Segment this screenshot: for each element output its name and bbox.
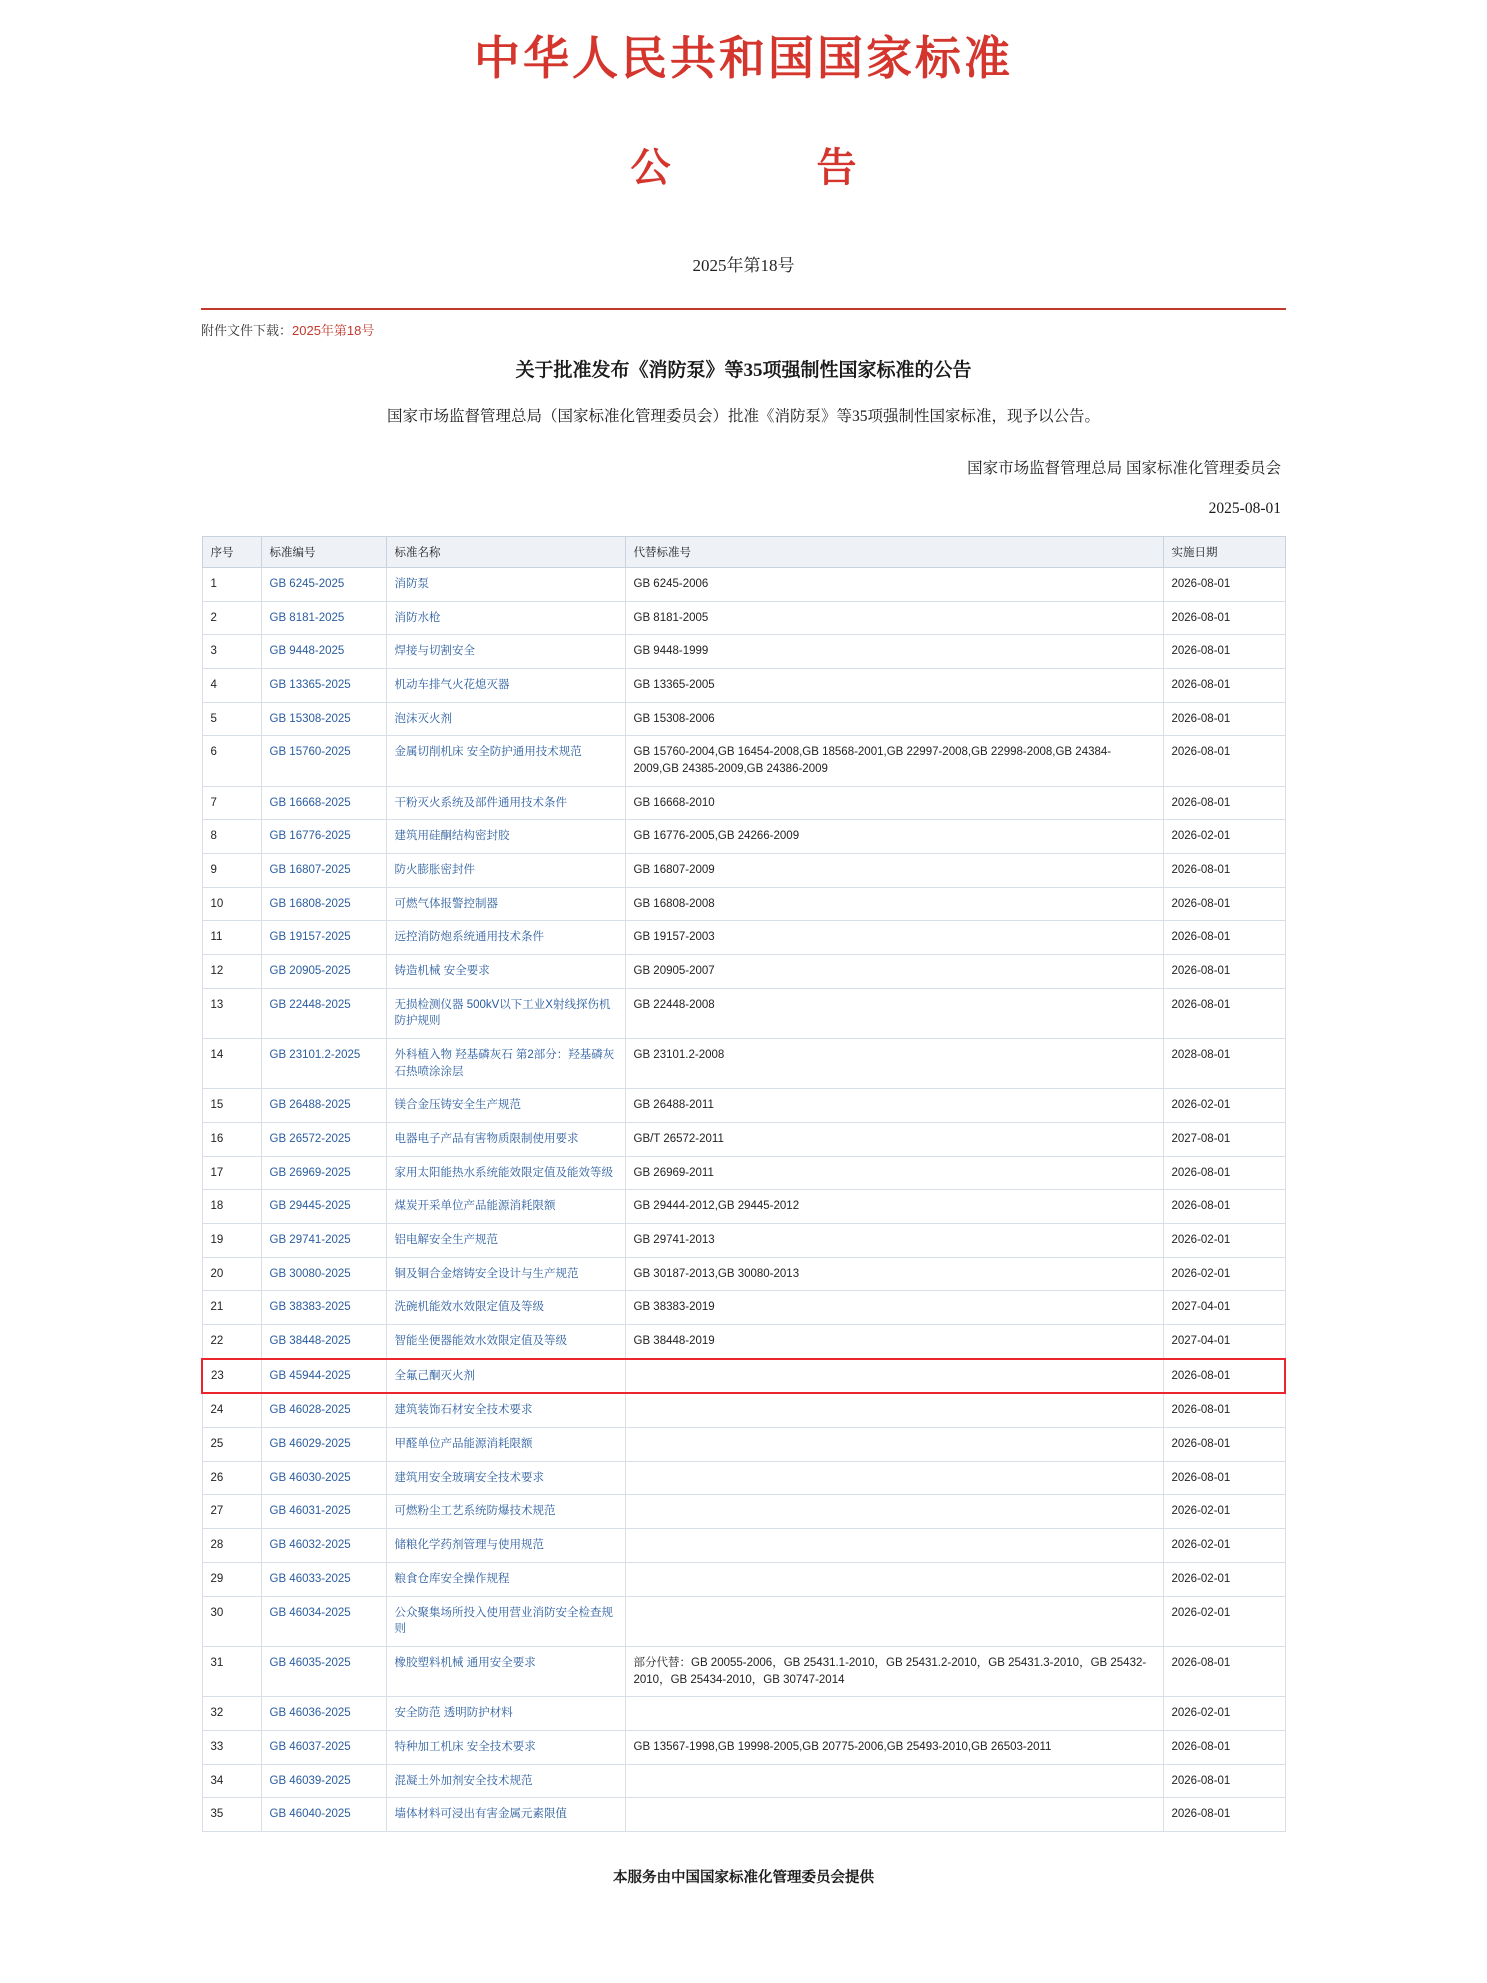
cell-replaced-code: GB 13567-1998,GB 19998-2005,GB 20775-2006,GB 25493-2010,GB 26503-2011 (625, 1730, 1163, 1764)
cell-standard-code[interactable]: GB 30080-2025 (261, 1257, 386, 1291)
cell-index: 5 (202, 702, 261, 736)
cell-standard-name[interactable]: 干粉灭火系统及部件通用技术条件 (386, 786, 625, 820)
cell-standard-name[interactable]: 外科植入物 羟基磷灰石 第2部分：羟基磷灰石热喷涂涂层 (386, 1039, 625, 1089)
cell-standard-code[interactable]: GB 46030-2025 (261, 1461, 386, 1495)
cell-effective-date: 2026-02-01 (1163, 1562, 1285, 1596)
table-row (202, 988, 1285, 1038)
cell-replaced-code: GB 23101.2-2008 (625, 1039, 1163, 1089)
cell-effective-date: 2026-08-01 (1163, 702, 1285, 736)
attachment-download-link[interactable]: 2025年第18号 (292, 323, 375, 338)
cell-standard-code[interactable]: GB 46033-2025 (261, 1562, 386, 1596)
notice-date: 2025-08-01 (1208, 500, 1281, 517)
table-row (202, 669, 1285, 703)
cell-standard-name[interactable]: 智能坐便器能效水效限定值及等级 (386, 1325, 625, 1359)
cell-effective-date: 2027-08-01 (1163, 1123, 1285, 1157)
cell-standard-name[interactable]: 可燃气体报警控制器 (386, 887, 625, 921)
cell-standard-code[interactable]: GB 29445-2025 (261, 1190, 386, 1224)
issue-number: 2025年第18号 (692, 256, 795, 275)
cell-index: 16 (202, 1123, 261, 1157)
cell-effective-date: 2026-08-01 (1163, 786, 1285, 820)
cell-effective-date: 2026-08-01 (1163, 1190, 1285, 1224)
cell-index: 35 (202, 1798, 261, 1832)
table-row (202, 1325, 1285, 1359)
table-row (202, 702, 1285, 736)
table-row (202, 1646, 1285, 1696)
cell-index: 29 (202, 1562, 261, 1596)
cell-standard-code[interactable]: GB 26969-2025 (261, 1156, 386, 1190)
cell-index: 14 (202, 1039, 261, 1089)
cell-replaced-code: GB 22448-2008 (625, 988, 1163, 1038)
cell-standard-code[interactable]: GB 16668-2025 (261, 786, 386, 820)
cell-replaced-code (625, 1495, 1163, 1529)
cell-index: 19 (202, 1224, 261, 1258)
cell-standard-code[interactable]: GB 38383-2025 (261, 1291, 386, 1325)
cell-standard-name[interactable]: 远控消防炮系统通用技术条件 (386, 921, 625, 955)
table-row (202, 1359, 1285, 1394)
cell-index: 1 (202, 568, 261, 602)
cell-index: 21 (202, 1291, 261, 1325)
cell-index: 23 (202, 1359, 261, 1394)
cell-replaced-code (625, 1359, 1163, 1394)
notice-signature: 国家市场监督管理总局 国家标准化管理委员会 (967, 460, 1281, 477)
cell-effective-date: 2026-02-01 (1163, 1697, 1285, 1731)
table-row (202, 1123, 1285, 1157)
cell-replaced-code (625, 1393, 1163, 1427)
cell-replaced-code: GB 6245-2006 (625, 568, 1163, 602)
cell-effective-date: 2026-08-01 (1163, 568, 1285, 602)
cell-standard-name[interactable]: 铝电解安全生产规范 (386, 1224, 625, 1258)
cell-replaced-code: GB 16807-2009 (625, 854, 1163, 888)
column-header-code: 标准编号 (261, 537, 386, 568)
cell-standard-name[interactable]: 全氟己酮灭火剂 (386, 1359, 625, 1394)
cell-replaced-code: GB 16808-2008 (625, 887, 1163, 921)
cell-standard-name[interactable]: 铸造机械 安全要求 (386, 955, 625, 989)
cell-standard-code[interactable]: GB 38448-2025 (261, 1325, 386, 1359)
cell-standard-code[interactable]: GB 29741-2025 (261, 1224, 386, 1258)
cell-index: 3 (202, 635, 261, 669)
cell-effective-date: 2026-02-01 (1163, 820, 1285, 854)
cell-index: 7 (202, 786, 261, 820)
cell-replaced-code: GB 30187-2013,GB 30080-2013 (625, 1257, 1163, 1291)
cell-standard-name[interactable]: 无损检测仪器 500kV以下工业X射线探伤机防护规则 (386, 988, 625, 1038)
column-header-name: 标准名称 (386, 537, 625, 568)
cell-standard-name[interactable]: 洗碗机能效水效限定值及等级 (386, 1291, 625, 1325)
table-row (202, 1529, 1285, 1563)
cell-index: 27 (202, 1495, 261, 1529)
table-row (202, 820, 1285, 854)
column-header-replace: 代替标准号 (625, 537, 1163, 568)
cell-index: 26 (202, 1461, 261, 1495)
cell-standard-name[interactable]: 建筑用硅酮结构密封胶 (386, 820, 625, 854)
table-row (202, 1224, 1285, 1258)
cell-index: 13 (202, 988, 261, 1038)
cell-standard-name[interactable]: 铜及铜合金熔铸安全设计与生产规范 (386, 1257, 625, 1291)
table-row (202, 1495, 1285, 1529)
cell-standard-code[interactable]: GB 23101.2-2025 (261, 1039, 386, 1089)
cell-standard-name[interactable]: 电器电子产品有害物质限制使用要求 (386, 1123, 625, 1157)
cell-effective-date: 2026-08-01 (1163, 1798, 1285, 1832)
cell-index: 20 (202, 1257, 261, 1291)
cell-effective-date: 2026-08-01 (1163, 887, 1285, 921)
cell-effective-date: 2026-08-01 (1163, 988, 1285, 1038)
cell-standard-code[interactable]: GB 46031-2025 (261, 1495, 386, 1529)
cell-replaced-code (625, 1798, 1163, 1832)
cell-standard-code[interactable]: GB 46034-2025 (261, 1596, 386, 1646)
cell-standard-name[interactable]: 粮食仓库安全操作规程 (386, 1562, 625, 1596)
cell-standard-code[interactable]: GB 46040-2025 (261, 1798, 386, 1832)
cell-index: 34 (202, 1764, 261, 1798)
table-row (202, 1562, 1285, 1596)
table-row (202, 1039, 1285, 1089)
cell-replaced-code: GB 16668-2010 (625, 786, 1163, 820)
table-row (202, 1156, 1285, 1190)
cell-effective-date: 2026-08-01 (1163, 921, 1285, 955)
cell-effective-date: 2026-02-01 (1163, 1495, 1285, 1529)
cell-replaced-code (625, 1562, 1163, 1596)
cell-standard-code[interactable]: GB 26488-2025 (261, 1089, 386, 1123)
cell-index: 2 (202, 601, 261, 635)
cell-standard-name[interactable]: 混凝土外加剂安全技术规范 (386, 1764, 625, 1798)
cell-standard-name[interactable]: 消防泵 (386, 568, 625, 602)
cell-index: 22 (202, 1325, 261, 1359)
cell-standard-name[interactable]: 煤炭开采单位产品能源消耗限额 (386, 1190, 625, 1224)
cell-effective-date: 2026-08-01 (1163, 601, 1285, 635)
cell-index: 31 (202, 1646, 261, 1696)
table-body (202, 568, 1285, 1832)
cell-effective-date: 2026-02-01 (1163, 1224, 1285, 1258)
cell-replaced-code (625, 1529, 1163, 1563)
cell-standard-name[interactable]: 镁合金压铸安全生产规范 (386, 1089, 625, 1123)
cell-index: 8 (202, 820, 261, 854)
cell-replaced-code (625, 1596, 1163, 1646)
cell-effective-date: 2028-08-01 (1163, 1039, 1285, 1089)
table-row (202, 1596, 1285, 1646)
cell-replaced-code: GB 38448-2019 (625, 1325, 1163, 1359)
cell-index: 15 (202, 1089, 261, 1123)
page-footer: 本服务由中国国家标准化管理委员会提供 (613, 1869, 874, 1886)
cell-standard-code[interactable]: GB 15308-2025 (261, 702, 386, 736)
cell-effective-date: 2026-08-01 (1163, 1764, 1285, 1798)
cell-standard-code[interactable]: GB 46036-2025 (261, 1697, 386, 1731)
cell-effective-date: 2026-08-01 (1163, 955, 1285, 989)
cell-standard-name[interactable]: 泡沫灭火剂 (386, 702, 625, 736)
cell-standard-code[interactable]: GB 45944-2025 (261, 1359, 386, 1394)
cell-replaced-code: GB 26969-2011 (625, 1156, 1163, 1190)
cell-standard-name[interactable]: 甲醛单位产品能源消耗限额 (386, 1428, 625, 1462)
table-row (202, 1428, 1285, 1462)
cell-standard-code[interactable]: GB 13365-2025 (261, 669, 386, 703)
cell-replaced-code: GB/T 26572-2011 (625, 1123, 1163, 1157)
column-header-date: 实施日期 (1163, 537, 1285, 568)
table-row (202, 1291, 1285, 1325)
cell-index: 28 (202, 1529, 261, 1563)
divider (201, 308, 1286, 310)
cell-effective-date: 2026-08-01 (1163, 635, 1285, 669)
table-row (202, 1730, 1285, 1764)
cell-index: 9 (202, 854, 261, 888)
table-row (202, 1089, 1285, 1123)
cell-standard-code[interactable]: GB 46039-2025 (261, 1764, 386, 1798)
standards-table (201, 536, 1286, 1832)
table-header-row (202, 537, 1285, 568)
cell-standard-code[interactable]: GB 16807-2025 (261, 854, 386, 888)
table-row (202, 955, 1285, 989)
cell-effective-date: 2026-08-01 (1163, 1730, 1285, 1764)
table-row (202, 1257, 1285, 1291)
cell-effective-date: 2026-08-01 (1163, 736, 1285, 786)
cell-index: 4 (202, 669, 261, 703)
cell-standard-code[interactable]: GB 6245-2025 (261, 568, 386, 602)
cell-standard-name[interactable]: 可燃粉尘工艺系统防爆技术规范 (386, 1495, 625, 1529)
cell-effective-date: 2026-08-01 (1163, 854, 1285, 888)
cell-standard-code[interactable]: GB 16808-2025 (261, 887, 386, 921)
cell-standard-code[interactable]: GB 9448-2025 (261, 635, 386, 669)
cell-standard-code[interactable]: GB 15760-2025 (261, 736, 386, 786)
cell-index: 32 (202, 1697, 261, 1731)
cell-replaced-code: GB 19157-2003 (625, 921, 1163, 955)
cell-index: 18 (202, 1190, 261, 1224)
cell-standard-code[interactable]: GB 20905-2025 (261, 955, 386, 989)
table-row (202, 601, 1285, 635)
cell-replaced-code (625, 1697, 1163, 1731)
notice-body: 国家市场监督管理总局（国家标准化管理委员会）批准《消防泵》等35项强制性国家标准，现予以公告。 (386, 408, 1100, 425)
cell-effective-date: 2026-08-01 (1163, 1428, 1285, 1462)
cell-effective-date: 2026-02-01 (1163, 1089, 1285, 1123)
cell-standard-code[interactable]: GB 46029-2025 (261, 1428, 386, 1462)
cell-standard-code[interactable]: GB 26572-2025 (261, 1123, 386, 1157)
cell-effective-date: 2026-08-01 (1163, 1359, 1285, 1394)
table-row (202, 1393, 1285, 1427)
attachment-label: 附件文件下载： (201, 323, 293, 338)
cell-index: 24 (202, 1393, 261, 1427)
attachment-line (201, 320, 1286, 339)
notice-title: 关于批准发布《消防泵》等35项强制性国家标准的公告 (515, 360, 972, 381)
table-row (202, 887, 1285, 921)
cell-effective-date: 2026-08-01 (1163, 1393, 1285, 1427)
cell-effective-date: 2026-02-01 (1163, 1529, 1285, 1563)
cell-standard-code[interactable]: GB 22448-2025 (261, 988, 386, 1038)
cell-replaced-code (625, 1764, 1163, 1798)
table-row (202, 1764, 1285, 1798)
cell-replaced-code (625, 1428, 1163, 1462)
cell-index: 6 (202, 736, 261, 786)
table-row (202, 921, 1285, 955)
cell-standard-name[interactable]: 建筑用安全玻璃安全技术要求 (386, 1461, 625, 1495)
cell-effective-date: 2026-02-01 (1163, 1257, 1285, 1291)
cell-effective-date: 2027-04-01 (1163, 1291, 1285, 1325)
cell-standard-name[interactable]: 消防水枪 (386, 601, 625, 635)
cell-standard-code[interactable]: GB 46037-2025 (261, 1730, 386, 1764)
cell-replaced-code: GB 15760-2004,GB 16454-2008,GB 18568-2001,GB 22997-2008,GB 22998-2008,GB 24384-2009,GB 24385-2009,GB 24386-2009 (625, 736, 1163, 786)
table-row (202, 1798, 1285, 1832)
cell-replaced-code: GB 16776-2005,GB 24266-2009 (625, 820, 1163, 854)
cell-standard-name[interactable]: 公众聚集场所投入使用营业消防安全检查规则 (386, 1596, 625, 1646)
table-row (202, 635, 1285, 669)
column-header-index: 序号 (202, 537, 261, 568)
cell-standard-name[interactable]: 家用太阳能热水系统能效限定值及能效等级 (386, 1156, 625, 1190)
cell-standard-name[interactable]: 金属切削机床 安全防护通用技术规范 (386, 736, 625, 786)
cell-index: 10 (202, 887, 261, 921)
table-row (202, 568, 1285, 602)
cell-standard-code[interactable]: GB 46032-2025 (261, 1529, 386, 1563)
cell-replaced-code: GB 9448-1999 (625, 635, 1163, 669)
standards-table-wrapper (201, 536, 1286, 1832)
cell-replaced-code: GB 29444-2012,GB 29445-2012 (625, 1190, 1163, 1224)
cell-index: 25 (202, 1428, 261, 1462)
cell-standard-code[interactable]: GB 16776-2025 (261, 820, 386, 854)
cell-standard-name[interactable]: 机动车排气火花熄灭器 (386, 669, 625, 703)
cell-index: 12 (202, 955, 261, 989)
table-row (202, 854, 1285, 888)
cell-standard-name[interactable]: 安全防范 透明防护材料 (386, 1697, 625, 1731)
cell-standard-code[interactable]: GB 46035-2025 (261, 1646, 386, 1696)
document-subtitle: 公 告 (630, 145, 879, 190)
cell-standard-name[interactable]: 墙体材料可浸出有害金属元素限值 (386, 1798, 625, 1832)
table-row (202, 1190, 1285, 1224)
cell-effective-date: 2026-02-01 (1163, 1596, 1285, 1646)
cell-replaced-code: GB 29741-2013 (625, 1224, 1163, 1258)
cell-replaced-code: 部分代替：GB 20055-2006，GB 25431.1-2010，GB 25431.2-2010，GB 25431.3-2010，GB 25432-2010，GB 25434-2010，GB 30747-2014 (625, 1646, 1163, 1696)
cell-effective-date: 2026-08-01 (1163, 1646, 1285, 1696)
cell-replaced-code: GB 13365-2005 (625, 669, 1163, 703)
cell-index: 17 (202, 1156, 261, 1190)
table-row (202, 1697, 1285, 1731)
cell-standard-name[interactable]: 焊接与切割安全 (386, 635, 625, 669)
cell-standard-name[interactable]: 橡胶塑料机械 通用安全要求 (386, 1646, 625, 1696)
cell-standard-code[interactable]: GB 8181-2025 (261, 601, 386, 635)
cell-standard-name[interactable]: 建筑装饰石材安全技术要求 (386, 1393, 625, 1427)
cell-standard-code[interactable]: GB 46028-2025 (261, 1393, 386, 1427)
cell-index: 11 (202, 921, 261, 955)
table-row (202, 1461, 1285, 1495)
cell-replaced-code (625, 1461, 1163, 1495)
document-title: 中华人民共和国国家标准 (474, 33, 1013, 84)
cell-replaced-code: GB 38383-2019 (625, 1291, 1163, 1325)
cell-replaced-code: GB 20905-2007 (625, 955, 1163, 989)
cell-standard-name[interactable]: 储粮化学药剂管理与使用规范 (386, 1529, 625, 1563)
cell-standard-name[interactable]: 特种加工机床 安全技术要求 (386, 1730, 625, 1764)
cell-replaced-code: GB 8181-2005 (625, 601, 1163, 635)
cell-index: 30 (202, 1596, 261, 1646)
table-row (202, 786, 1285, 820)
cell-effective-date: 2026-08-01 (1163, 1461, 1285, 1495)
cell-effective-date: 2026-08-01 (1163, 669, 1285, 703)
cell-replaced-code: GB 15308-2006 (625, 702, 1163, 736)
cell-index: 33 (202, 1730, 261, 1764)
cell-effective-date: 2026-08-01 (1163, 1156, 1285, 1190)
cell-replaced-code: GB 26488-2011 (625, 1089, 1163, 1123)
cell-standard-code[interactable]: GB 19157-2025 (261, 921, 386, 955)
cell-effective-date: 2027-04-01 (1163, 1325, 1285, 1359)
table-row (202, 736, 1285, 786)
cell-standard-name[interactable]: 防火膨胀密封件 (386, 854, 625, 888)
